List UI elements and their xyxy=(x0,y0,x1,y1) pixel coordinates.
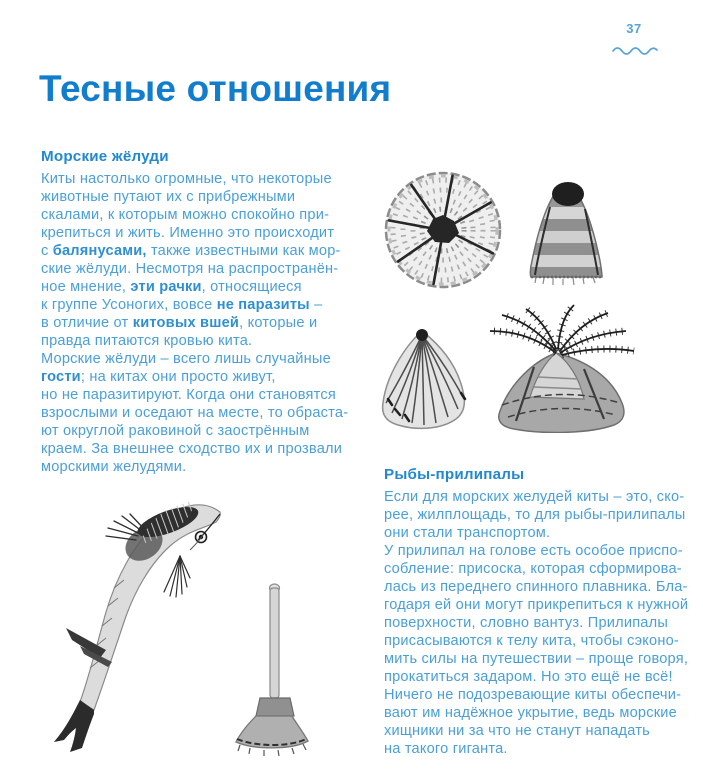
remora-illustration xyxy=(40,488,310,773)
text-line: морскими желудями. xyxy=(41,459,187,475)
text-line: Ничего не подозревающие киты обеспечи- xyxy=(384,687,682,703)
barnacle-shell-sketch xyxy=(383,329,465,428)
text-line: скалами, к которым можно спокойно при- xyxy=(41,207,330,223)
text-line: крепиться и жить. Именно это происходит xyxy=(41,225,335,241)
text-line: хищники ни за что не станут нападать xyxy=(384,723,650,739)
barnacle-cirri-sketch xyxy=(490,305,634,432)
text-line: ют округлой раковиной с заострённым xyxy=(41,423,310,439)
text-line: ские жёлуди. Несмотря на распространён- xyxy=(41,261,339,277)
text-line: вают им надёжное укрытие, ведь морские xyxy=(384,705,677,721)
text-line: мить силы на путешествии – проще говоря, xyxy=(384,651,689,667)
plunger-sketch xyxy=(236,584,308,756)
section-body-barnacles xyxy=(41,170,386,476)
text-line: собление: присоска, которая сформирова- xyxy=(384,561,682,577)
text-line: годаря ей они могут прикрепиться к нужной xyxy=(384,597,689,613)
text-line: поверхности, словно вантуз. Прилипалы xyxy=(384,615,669,631)
page-number: 37 xyxy=(626,21,642,36)
text-line: к группе Усоногих, вовсе не паразиты – xyxy=(41,297,323,313)
barnacles-illustration xyxy=(378,163,648,433)
text-line: взрослыми и оседают на месте, то обраста- xyxy=(41,405,349,421)
remora-fish-sketch xyxy=(54,501,220,752)
text-line: ное мнение, эти рачки, относящиеся xyxy=(41,279,302,295)
text-line: Киты настолько огромные, что некоторые xyxy=(41,171,332,187)
text-line: гости; на китах они просто живут, xyxy=(41,369,276,385)
text-line: в отличие от китовых вшей, которые и xyxy=(41,315,318,331)
text-line: рее, жилплощадь, то для рыбы-прилипалы xyxy=(384,507,686,523)
text-line: но не паразитируют. Когда они становятся xyxy=(41,387,336,403)
section-heading-remoras: Рыбы-прилипалы xyxy=(384,466,525,483)
text-line: животные путают их с прибрежными xyxy=(41,189,296,205)
wave-underline-icon xyxy=(611,44,659,56)
text-line: прокатиться задаром. Но это ещё не всё! xyxy=(384,669,673,685)
text-line: правда питаются кровью кита. xyxy=(41,333,253,349)
text-line: Морские жёлуди – всего лишь случайные xyxy=(41,351,331,367)
text-line: У прилипал на голове есть особое приспо- xyxy=(384,543,683,559)
text-line: краем. За внешнее сходство их и прозвали xyxy=(41,441,343,457)
barnacle-top-view-sketch xyxy=(386,173,500,287)
text-line: лась из переднего спинного плавника. Бла- xyxy=(384,579,688,595)
section-heading-barnacles: Морские жёлуди xyxy=(41,148,169,165)
text-line: на такого гиганта. xyxy=(384,741,508,757)
text-line: Если для морских желудей киты – это, ско- xyxy=(384,489,685,505)
text-line: с балянусами, также известными как мор- xyxy=(41,243,341,259)
barnacle-cone-sketch xyxy=(523,181,613,285)
section-body-remoras xyxy=(384,488,703,758)
text-line: они стали транспортом. xyxy=(384,525,551,541)
page-title: Тесные отношения xyxy=(39,68,392,109)
text-line: присасываются к телу кита, чтобы сэконо- xyxy=(384,633,679,649)
